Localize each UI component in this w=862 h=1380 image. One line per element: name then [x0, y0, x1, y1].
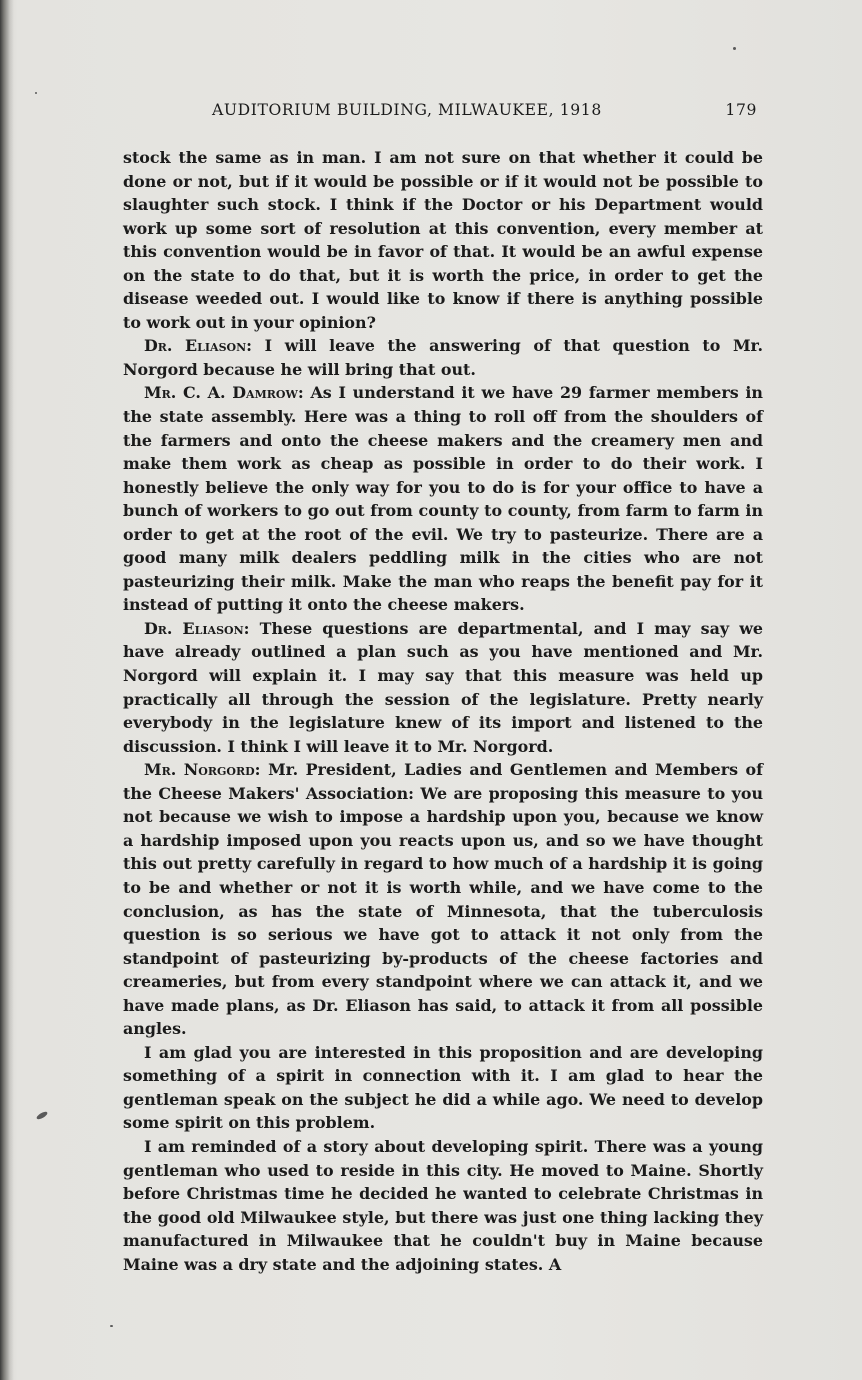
- ink-speck: [36, 1110, 49, 1120]
- paragraph-speech: [123, 334, 763, 381]
- paragraph-text: Mr. President, Ladies and Gentlemen and Members of the Cheese Makers' Association: We are proposing this measure to you not because we wish to impose a hardship upon you, because we know a hardship imposed upon you reacts upon us, and so we have thought this out pretty carefully in regard to how much of a hardship it is going to be and whether or not it is worth while, and we have come to the conclusion, as has the state of Minnesota, that the tuberculosis question is so serious we have got to attack it not only from the standpoint of pasteurizing by-products of the cheese factories and creameries, but from every standpoint where we can attack it, and we have made plans, as Dr. Eliason has said, to attack it from all possible angles.: [123, 760, 763, 1039]
- paragraph-text: stock the same as in man. I am not sure on that whether it could be done or not, but if it would be possible or if it would not be possible to slaughter such stock. I think if the Doctor or his Department would work up some sort of resolution at this convention, every member at this convention would be in favor of that. It would be an awful expense on the state to do that, but it is worth the price, in order to get the disease weeded out. I would like to know if there is anything possible to work out in your opinion?: [123, 148, 763, 332]
- speaker-name: Mr. Norgord:: [144, 760, 261, 780]
- paragraph-text: I am reminded of a story about developing spirit. There was a young gentleman who used to reside in this city. He moved to Maine. Shortly before Christmas time he decided he wanted to celebrate Christmas in the good old Milwaukee style, but there was just one thing lacking they manufactured in Milwaukee that he couldn't buy in Maine because Maine was a dry state and the adjoining states. A: [123, 1136, 763, 1274]
- paragraph-text: I will leave the answering of that question to Mr. Norgord because he will bring that out.: [123, 336, 763, 379]
- page-number: 179: [725, 101, 757, 119]
- paragraph-text: I am glad you are interested in this proposition and are developing something of a spirit in connection with it. I am glad to hear the gentleman speak on the subject he did a while ago. We need to develop some spirit on this problem.: [123, 1042, 763, 1133]
- paragraph-speech: [123, 758, 763, 1041]
- running-title: AUDITORIUM BUILDING, MILWAUKEE, 1918: [212, 101, 602, 119]
- paragraph-speech: [123, 617, 763, 758]
- speaker-name: Mr. C. A. Damrow:: [144, 383, 304, 403]
- paragraph-text-block: [123, 1135, 763, 1276]
- speaker-name: Dr. Eliason:: [144, 618, 250, 638]
- paragraph-text: As I understand it we have 29 farmer members in the state assembly. Here was a thing to roll off from the shoulders of the farmers and onto the cheese makers and the creamery men and make them work as cheap as possible in order to do their work. I honestly believe the only way for you to do is for your office to have a bunch of workers to go out from county to county, from farm to farm in order to get at the root of the evil. We try to pasteurize. There are a good many milk dealers peddling milk in the cities who are not pasteurizing their milk. Make the man who reaps the benefit pay for it instead of putting it onto the cheese makers.: [123, 383, 763, 615]
- paragraph-speech: [123, 381, 763, 616]
- paragraph-text-block: [123, 1041, 763, 1135]
- page-binding-edge: [0, 0, 14, 1380]
- paragraph-continuation: [123, 146, 763, 334]
- speaker-name: Dr. Eliason:: [144, 336, 253, 356]
- running-header: [212, 101, 772, 127]
- body-text: [123, 146, 763, 1276]
- ink-speck: [110, 1325, 113, 1327]
- ink-speck: [35, 92, 37, 94]
- ink-speck: [733, 47, 736, 50]
- paragraph-text: These questions are departmental, and I may say we have already outlined a plan such as you have mentioned and Mr. Norgord will explain it. I may say that this measure was held up practically all through the session of the legislature. Pretty nearly everybody in the legislature knew of its import and listened to the discussion. I think I will leave it to Mr. Norgord.: [123, 618, 763, 756]
